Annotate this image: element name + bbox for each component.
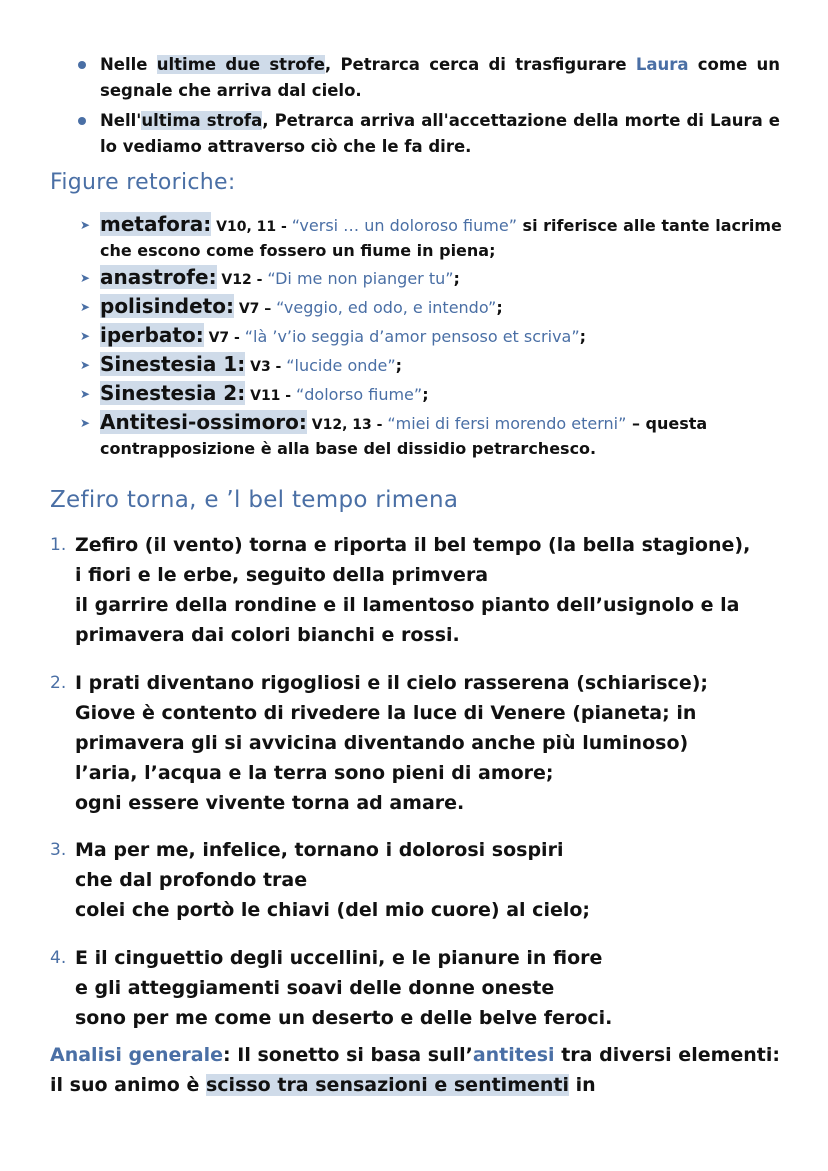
stanza-line: primavera gli si avvicina diventando anche più luminoso) [75,732,689,754]
arrow-bullet-icon: ➤ [80,387,91,401]
figure-item: ➤ Sinestesia 1: V3 - “lucide onde”; [80,352,403,376]
stanza-paragraph [50,835,790,925]
poem-title: Zefiro torna, e ’l bel tempo rimena [50,487,459,513]
arrow-bullet-icon: ➤ [80,271,91,285]
stanza-line: sono per me come un deserto e delle belve feroci. [75,1007,613,1029]
stanza-2 [50,668,790,818]
figure-item: ➤ anastrofe: V12 - “Di me non pianger tu”; [80,265,460,289]
stanza-line: Zefiro (il vento) torna e riporta il bel tempo (la bella stagione), [75,534,751,556]
arrow-bullet-icon: ➤ [80,300,91,314]
stanza-line: ogni essere vivente torna ad amare. [75,792,465,814]
stanza-1 [50,530,790,650]
arrow-bullet-icon: ➤ [80,218,91,232]
stanza-4 [50,943,790,1033]
stanza-line: i fiori e le erbe, seguito della primvera [75,564,489,586]
stanza-line: primavera dai colori bianchi e rossi. [75,624,460,646]
intro-bullets [76,52,780,164]
arrow-bullet-icon: ➤ [80,416,91,430]
arrow-bullet-icon: ➤ [80,329,91,343]
arrow-bullet-icon: ➤ [80,358,91,372]
figure-item: ➤ polisindeto: V7 – “veggio, ed odo, e intendo”; [80,294,503,318]
stanza-line: colei che portò le chiavi (del mio cuore) al cielo; [75,899,591,921]
figure-item: ➤ metafora: V10, 11 - “versi … un doloroso fiume” si riferisce alle tante lacrime che escono come fossero un fiume in piena; [80,212,782,260]
stanza-line: E il cinguettio degli uccellini, e le pianure in fiore [75,947,603,969]
stanza-line: che dal profondo trae [75,869,308,891]
figure-item: ➤ Sinestesia 2: V11 - “dolorso fiume”; [80,381,429,405]
stanza-line: I prati diventano rigogliosi e il cielo rasserena (schiarisce); [75,672,708,694]
stanza-line: e gli atteggiamenti soavi delle donne oneste [75,977,555,999]
stanza-number: 1. [50,535,67,555]
stanza-number: 2. [50,673,67,693]
stanza-line: Ma per me, infelice, tornano i dolorosi sospiri [75,839,564,861]
figures-heading: Figure retoriche: [50,170,236,195]
stanza-line: il garrire della rondine e il lamentoso pianto dell’usignolo e la [75,594,740,616]
figure-item: ➤ Antitesi-ossimoro: V12, 13 - “miei di fersi morendo eterni” – questa contrapposizione è alla base del dissidio petrarchesco. [80,410,708,458]
stanza-paragraph [50,943,790,1033]
stanza-paragraph [50,530,790,650]
bullet-last-two-strophes: Nelle ultime due strofe, Petrarca cerca di trasfigurare Laura come un segnale che arriva dal cielo. [76,52,780,104]
stanza-line: l’aria, l’acqua e la terra sono pieni di amore; [75,762,554,784]
stanza-line: Giove è contento di rivedere la luce di Venere (pianeta; in [75,702,697,724]
stanza-3 [50,835,790,925]
general-analysis: Analisi generale: Il sonetto si basa sull’antitesi tra diversi elementi: il suo animo è scisso tra sensazioni e sentimenti in [50,1044,780,1096]
stanza-paragraph [50,668,790,818]
rhetorical-figures-list [76,212,786,463]
stanza-number: 4. [50,948,67,968]
bullet-last-strophe: Nell'ultima strofa, Petrarca arriva all'accettazione della morte di Laura e lo vediamo attraverso ciò che le fa dire. [76,108,780,160]
analysis-label: Analisi generale [50,1044,224,1066]
figure-item: ➤ iperbato: V7 - “là ’v’io seggia d’amor pensoso et scriva”; [80,323,587,347]
stanza-number: 3. [50,840,67,860]
